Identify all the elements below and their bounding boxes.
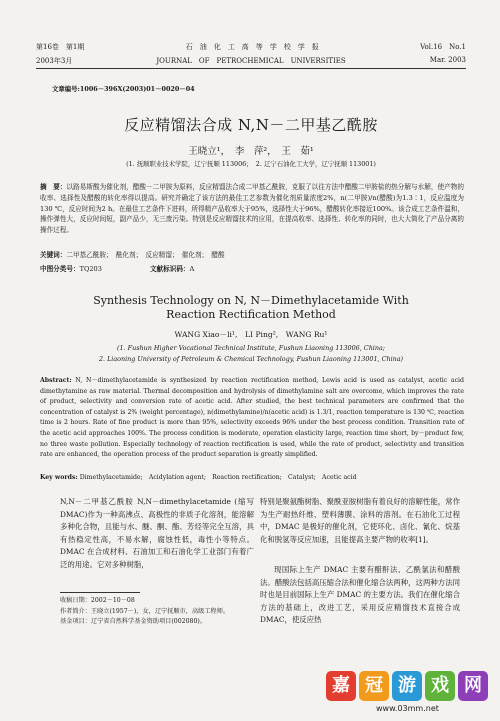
- journal-name-cn: 石 油 化 工 高 等 学 校 学 报: [185, 43, 319, 51]
- title-cn: 反应精馏法合成 N,N－二甲基乙酰胺: [124, 116, 378, 134]
- date-cn: 2003年3月: [36, 57, 73, 65]
- received-date: 收稿日期：2002－10－08: [60, 597, 135, 604]
- watermark-url: www.03mm.net: [376, 704, 439, 713]
- site-watermark: [326, 671, 492, 713]
- article-id: 文章编号:1006－396X(2003)01－0020－04: [52, 85, 195, 93]
- keywords-cn-label: 关键词：: [40, 251, 67, 259]
- clc-value: TQ203: [79, 265, 102, 273]
- body-right-para-2: 现国际上生产 DMAC 主要有醋酐法、乙酰氯法和醋酸法。醋酸法包括高压缩合法和催化缩合法两种，这两种方法同时也是目前国际上生产 DMAC 的主要方法。我们在催化缩合方法的基础上，改进工艺，采用反应精馏技术直接合成 DMAC，使反应热: [260, 565, 460, 625]
- date-en: Mar. 2003: [429, 56, 466, 64]
- volume-issue-cn: 第16卷 第1期: [36, 43, 85, 51]
- keywords-en: [40, 473, 464, 484]
- doc-code-value: A: [189, 265, 195, 273]
- abstract-cn: [40, 182, 464, 236]
- author-bio: 作者简介：王晓立(1957－)，女，辽宁抚顺市，高级工程师。: [60, 607, 230, 615]
- watermark-char-2: 冠: [359, 671, 389, 701]
- watermark-char-1: 嘉: [326, 671, 356, 701]
- clc-label: 中图分类号：: [40, 265, 80, 273]
- title-en-line-2: Reaction Rectification Method: [166, 308, 336, 321]
- footnote: [60, 596, 250, 628]
- affiliations-en-2: 2. Liaoning University of Petroleum & Chemical Technology, Fushun Liaoning 113001, China): [98, 355, 404, 363]
- doc-code-label: 文献标识码：: [149, 265, 190, 273]
- keywords-en-text: Dimethylacetamide; Acidylation agent; Reaction rectification; Catalyst; Acetic acid: [79, 474, 357, 481]
- keywords-cn: [40, 250, 464, 261]
- running-header-bottom: [36, 56, 466, 66]
- abstract-en: [40, 376, 464, 461]
- abstract-cn-label: 摘 要：: [40, 183, 67, 191]
- fund-info: 基金项目：辽宁省自然科学基金资助项目(002080)。: [60, 618, 207, 625]
- journal-name-en: JOURNAL OF PETROCHEMICAL UNIVERSITIES: [156, 57, 346, 65]
- keywords-en-label: Key words:: [40, 474, 78, 481]
- watermark-char-4: 戏: [425, 671, 455, 701]
- classification-cn: [40, 264, 464, 275]
- title-en-line-1: Synthesis Technology on N, N－Dimethylacetamide With: [93, 294, 409, 307]
- volume-issue-en: Vol.16 No.1: [420, 43, 466, 51]
- affiliations-cn: (1. 抚顺职业技术学院，辽宁抚顺 113006； 2. 辽宁石油化工大学，辽宁抚顺 113001): [126, 160, 376, 168]
- body-left-column: N,N－二甲基乙酰胺 N,N－dimethylacetamide (缩写 DMAC)作为一种高沸点、高极性的非质子化溶剂，能溶解多种化合物，且能与水、醚、酮、酯、芳烃等完全互溶，具有热稳定性高，不易水解，腐蚀性低，毒性小等特点。DMAC 在合成材料、石油加工和石油化学工业部门有着广泛的用途。它对多种树脂，: [60, 497, 254, 569]
- affiliations-en-1: (1. Fushun Higher Vocational Technical Institute, Fushun Liaoning 113006, China;: [117, 344, 385, 352]
- watermark-char-5: 网: [458, 671, 488, 701]
- authors-cn: 王晓立¹， 李 萍²， 王 茹¹: [188, 146, 314, 157]
- footnote-rule: [60, 592, 140, 593]
- body-right-para-1: 特别是聚氨酯树脂、聚酰亚胺树脂有着良好的溶解性能，常作为生产耐热纤维、塑料薄膜、涂料的溶剂。在石油化工过程中，DMAC 是极好的催化剂，它使环化、卤化、氰化、烷基化和脱氢等反应加速，且能提高主要产物的收率[1]。: [260, 497, 460, 544]
- authors-en: WANG Xiao－li¹, LI Ping², WANG Ru¹: [174, 330, 328, 339]
- abstract-cn-text: 以路易斯酸为催化剂，醋酸－二甲胺为原料，反应精馏法合成二甲基乙酰胺，克服了以往方法中醋酸二甲胺盐的热分解与水解，使产物的收率、选择性及醋酸的转化率得以提高。研究并确定了该方法的最佳工艺参数为催化剂质量浓度2%，n(二甲胺)/n(醋酸)为1.3∶1，反应温度为130 ℃，反应时间为2 h。在最佳工艺条件下进料，所得精产品收率大于95%，选择性大于96%，醋酸转化率接近100%。该合成工艺条件温和，操作弹性大，反应时间短，副产品少，无三废污染。特别是反应精馏技术的应用，在提高收率、选择性、转化率的同时，也大大简化了产品分离的操作过程。: [40, 183, 465, 235]
- running-header-top: [36, 42, 466, 52]
- watermark-char-3: 游: [392, 671, 422, 701]
- abstract-en-label: Abstract:: [40, 377, 72, 384]
- keywords-cn-text: 二甲基乙酰胺； 酰化剂； 反应精馏； 催化剂； 醋酸: [66, 251, 225, 259]
- abstract-en-text: N, N－dimethylacetamide is synthesized by reaction rectification method, Lewis acid is used as catalyst, acetic acid dimethytamine as raw material. Thermal decomposition and hydrolysis of dimethylamine salt are overcome, which improves the rate of product, selectivity and conversion rate of acetic acid. After studied, the best technical parameters are confirmed that the concentration of catalyst is 2% (weight percentage), n(dimethylamine)/n(acetic acid) is 1.3/1, reaction temperature is 130 ℃, reaction time is 2 hours. Rate of fine product is more than 95%, selectivity exceeds 96% under the best process condition. Transition rate of the acetic acid approaches 100%. The process condition is moderate, operation elasticity large, reaction time short, by－product few, no three waste pollution. Especially technology of reaction rectification is used, while the rate of product, selectivity and transition rate are enhanced, the operation process of the product separation is greatly simplified.: [40, 377, 464, 459]
- header-rule: [36, 68, 466, 69]
